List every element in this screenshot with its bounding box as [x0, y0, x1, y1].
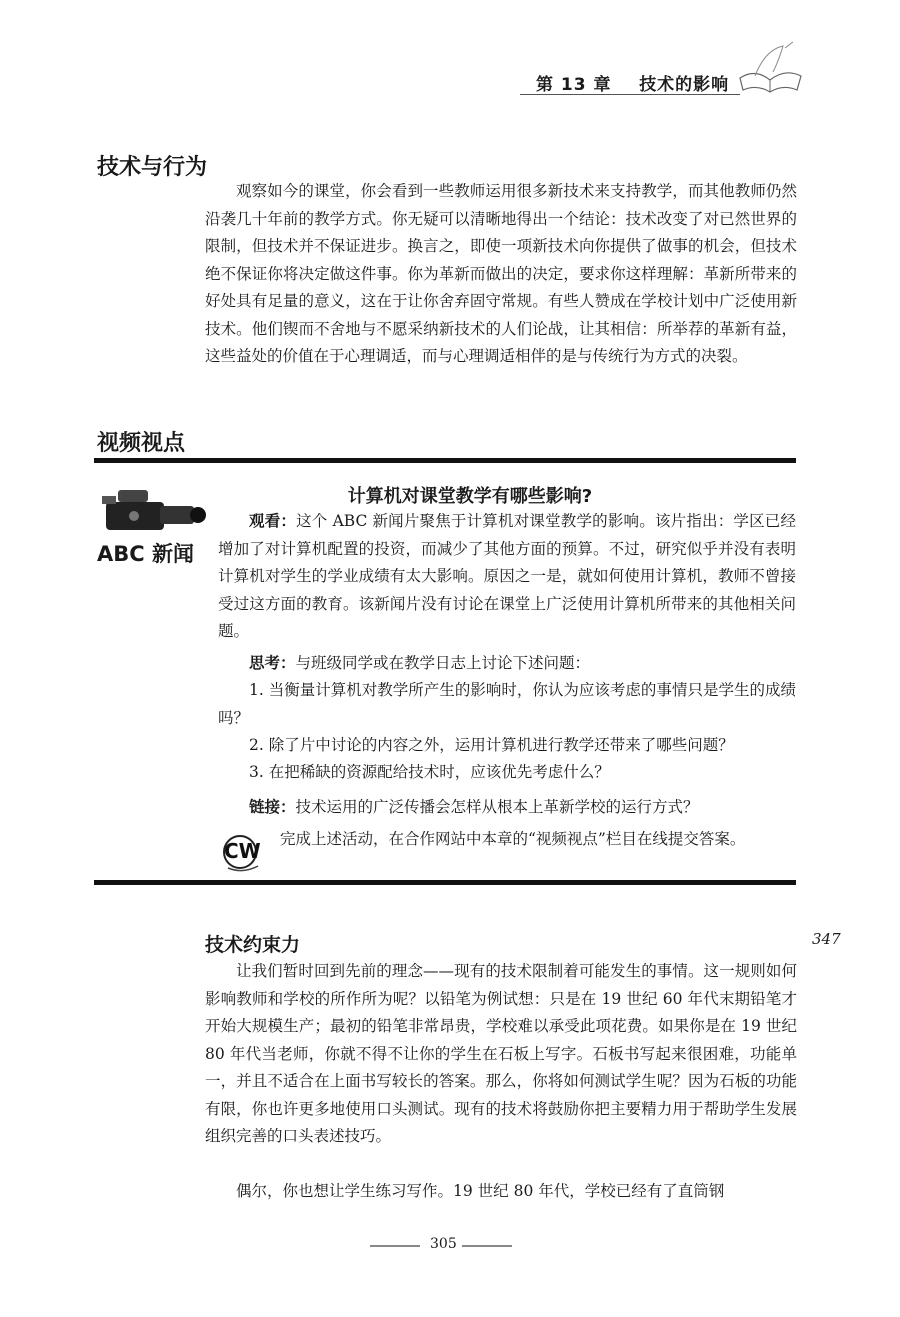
- section-heading-video: 视频视点: [97, 431, 186, 456]
- link-text: 技术运用的广泛传播会怎样从根本上革新学校的运行方式？: [295, 798, 699, 816]
- footer-ornament-right: [462, 1245, 512, 1247]
- header-rule: [520, 94, 740, 95]
- watch-text: 这个 ABC 新闻片聚焦于计算机对课堂教学的影响。该片指出：学区已经增加了对计算机配置的投资，而减少了其他方面的预算。不过，研究似乎并没有表明计算机对学生的学业成绩有太大影响。原因之一是，就如何使用计算机，教师不曾接受过这方面的教育。该新闻片没有讨论在课堂上广泛使用计算机所带来的其他相关问题。: [218, 512, 796, 640]
- section2-paragraph-1: 让我们暂时回到先前的理念——现有的技术限制着可能发生的事情。这一规则如何影响教师和学校的所作所为呢？以铅笔为例试想：只是在 19 世纪 60 年代末期铅笔才开始大规模生产；最初的铅笔非常昂贵，学校难以承受此项花费。如果你是在 19 世纪 80 年代当老师，你就不得不让你的学生在石板上写字。石板书写起来很困难，功能单一，并且不适合在上面书写较长的答案。那么，你将如何测试学生呢？因为石板的功能有限，你也许更多地使用口头测试。现有的技术将鼓励你把主要精力用于帮助学生发展组织完善的口头表述技巧。: [205, 962, 797, 1145]
- open-book-icon: [735, 38, 805, 98]
- watch-paragraph: [218, 507, 796, 646]
- running-header: [536, 70, 729, 95]
- companion-website-icon: [218, 824, 268, 874]
- cw-instruction: 完成上述活动，在合作网站中本章的“视频视点”栏目在线提交答案。: [280, 830, 746, 848]
- section1-body: 观察如今的课堂，你会看到一些教师运用很多新技术来支持教学，而其他教师仍然沿袭几十年前的教学方式。你无疑可以清晰地得出一个结论：技术改变了对已然世界的限制，但技术并不保证进步。换言之，即使一项新技术向你提供了做事的机会，但技术绝不保证你将决定做这件事。你为革新而做出的决定，要求你这样理解：革新所带来的好处具有足量的意义，这在于让你舍弃固守常规。有些人赞成在学校计划中广泛使用新技术。他们锲而不舍地与不愿采纳新技术的人们论战，让其相信：所举荐的革新有益，这些益处的价值在于心理调适，而与心理调适相伴的是与传统行为方式的决裂。: [205, 182, 797, 365]
- abc-news-brand: ABC 新闻: [97, 542, 194, 566]
- original-page-number: 347: [812, 930, 841, 948]
- think-text: 与班级同学或在教学日志上讨论下述问题：: [295, 654, 591, 672]
- chapter-number: 第 13 章: [536, 75, 612, 95]
- question-2: 2. 除了片中讨论的内容之外，运用计算机进行教学还带来了哪些问题？: [249, 736, 734, 754]
- video-top-rule: [94, 458, 796, 463]
- think-paragraph: [218, 649, 796, 678]
- video-camera-icon: [98, 478, 208, 538]
- question-3: 3. 在把稀缺的资源配给技术时，应该优先考虑什么？: [249, 763, 610, 781]
- page-number: 305: [430, 1236, 457, 1252]
- footer-ornament-left: [370, 1245, 420, 1247]
- video-title: 计算机对课堂教学有哪些影响?: [347, 486, 593, 507]
- svg-text:CW: CW: [224, 839, 261, 863]
- section2-paragraph-2: 偶尔，你也想让学生练习写作。19 世纪 80 年代，学校已经有了直筒钢: [236, 1182, 725, 1200]
- link-label: 链接：: [249, 797, 296, 816]
- section-heading-constraints: 技术约束力: [205, 934, 301, 956]
- section-heading-technology-behavior: 技术与行为: [97, 155, 208, 180]
- link-paragraph: [218, 793, 796, 822]
- question-1: 1. 当衡量计算机对教学所产生的影响时，你认为应该考虑的事情只是学生的成绩吗？: [218, 681, 796, 727]
- chapter-title: 技术的影响: [639, 75, 730, 95]
- video-bottom-rule: [94, 880, 796, 885]
- think-label: 思考：: [249, 653, 296, 672]
- watch-label: 观看：: [249, 511, 297, 530]
